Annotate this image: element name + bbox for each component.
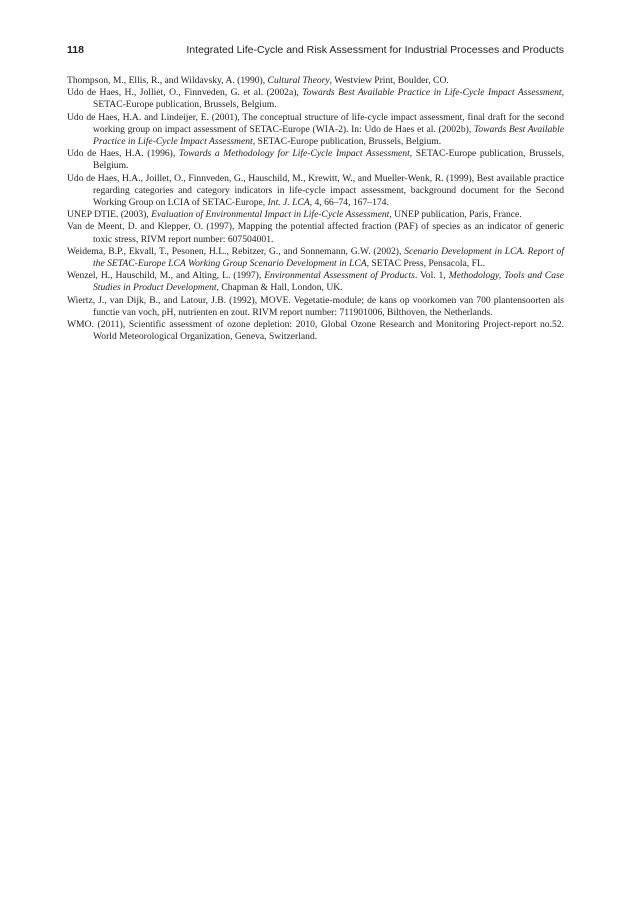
reference-text: Wenzel, H., Hauschild, M., and Alting, L. (1997), (67, 270, 265, 282)
reference-entry (67, 209, 564, 221)
reference-entry (67, 148, 564, 172)
reference-text: , SETAC-Europe publication, Brussels, Belgium. (252, 136, 442, 148)
reference-italic-text: Towards Best Available Practice in Life-Cycle Impact Assessment (93, 123, 565, 148)
reference-text: Udo de Haes, H.A., Joillet, O., Finnveden, G., Hauschild, M., Krewitt, W., and Mueller-Wenk, R. (1999), Best available practice regarding categories and category indicators in life-cycle impact assessment, background document for the Second Working Group on LCIA of SETAC-Europe, (67, 172, 564, 209)
reference-italic-text: Towards a Methodology for Life-Cycle Impact Assessment (178, 148, 410, 160)
reference-list (67, 75, 564, 343)
reference-italic-text: Cultural Theory (267, 75, 330, 86)
reference-entry (67, 221, 564, 245)
reference-italic-text: Methodology, Tools and Case Studies in Product Development (93, 270, 564, 294)
reference-text: Udo de Haes, H.A. (1996), (67, 148, 179, 160)
reference-text: UNEP DTIE. (2003), (67, 209, 152, 221)
reference-text: Udo de Haes, H., Jolliet, O., Finnveden, G. et al. (2002a), (67, 87, 303, 99)
page-number: 118 (67, 44, 84, 56)
reference-text: Udo de Haes, H.A. and Lindeijer, E. (2001), The conceptual structure of life-cycle impact assessment, final draft for the second working group on impact assessment of SETAC-Europe (WIA-2). In: Udo de Haes et al. (2002b), (67, 111, 564, 135)
reference-text: , 4, 66–74, 167–174. (309, 197, 389, 209)
reference-text: Van de Meent, D. and Klepper, O. (1997), Mapping the potential affected fraction (PAF) of species as an indicator of generic toxic stress, RIVM report number: 607504001. (67, 221, 564, 245)
reference-entry (67, 87, 564, 111)
reference-text: Weidema, B.P., Ekvall, T., Pesonen, H.L., Rebitzer, G., and Sonnemann, G.W. (2002), (67, 245, 405, 257)
reference-entry (67, 319, 564, 343)
reference-entry (67, 295, 564, 319)
reference-italic-text: Environmental Assessment of Products (264, 270, 415, 282)
running-title: Integrated Life-Cycle and Risk Assessment for Industrial Processes and Products (186, 44, 564, 56)
reference-text: , UNEP publication, Paris, France. (389, 209, 522, 221)
reference-italic-text: Int. J. LCA (267, 197, 310, 209)
reference-text: , Chapman & Hall, London, UK. (216, 282, 343, 294)
reference-text: . Vol. 1, (414, 270, 449, 282)
reference-text: WMO. (2011), Scientific assessment of ozone depletion: 2010, Global Ozone Research and Monitoring Project-report no.52. World Meteorological Organization, Geneva, Switzerland. (67, 319, 564, 343)
reference-entry (67, 75, 564, 87)
reference-text: Thompson, M., Ellis, R., and Wildavsky, A. (1990), (67, 75, 268, 86)
reference-italic-text: Towards Best Available Practice in Life-Cycle Impact Assessment (302, 87, 562, 99)
reference-entry (67, 246, 564, 270)
reference-text: , SETAC-Europe publication, Brussels, Belgium. (93, 148, 564, 172)
reference-italic-text: Scenario Development in LCA. Report of the SETAC-Europe LCA Working Group Scenario Development in LCA (93, 245, 564, 270)
reference-text: , SETAC Press, Pensacola, FL. (366, 258, 486, 270)
reference-text: , SETAC-Europe publication, Brussels, Belgium. (93, 87, 564, 111)
reference-text: , Westview Print, Boulder, CO. (329, 75, 449, 86)
reference-entry (67, 173, 564, 210)
reference-italic-text: Evaluation of Environmental Impact in Life-Cycle Assessment (151, 209, 390, 221)
reference-entry (67, 112, 564, 149)
reference-entry (67, 270, 564, 294)
reference-text: Wiertz, J., van Dijk, B., and Latour, J.B. (1992), MOVE. Vegetatie-module; de kans op voorkomen van 700 plantensoorten als functie van voch, pH, nutrienten en zout. RIVM report number: 711901006, Bilthoven, the Netherlands. (67, 294, 564, 318)
running-head (67, 43, 564, 57)
